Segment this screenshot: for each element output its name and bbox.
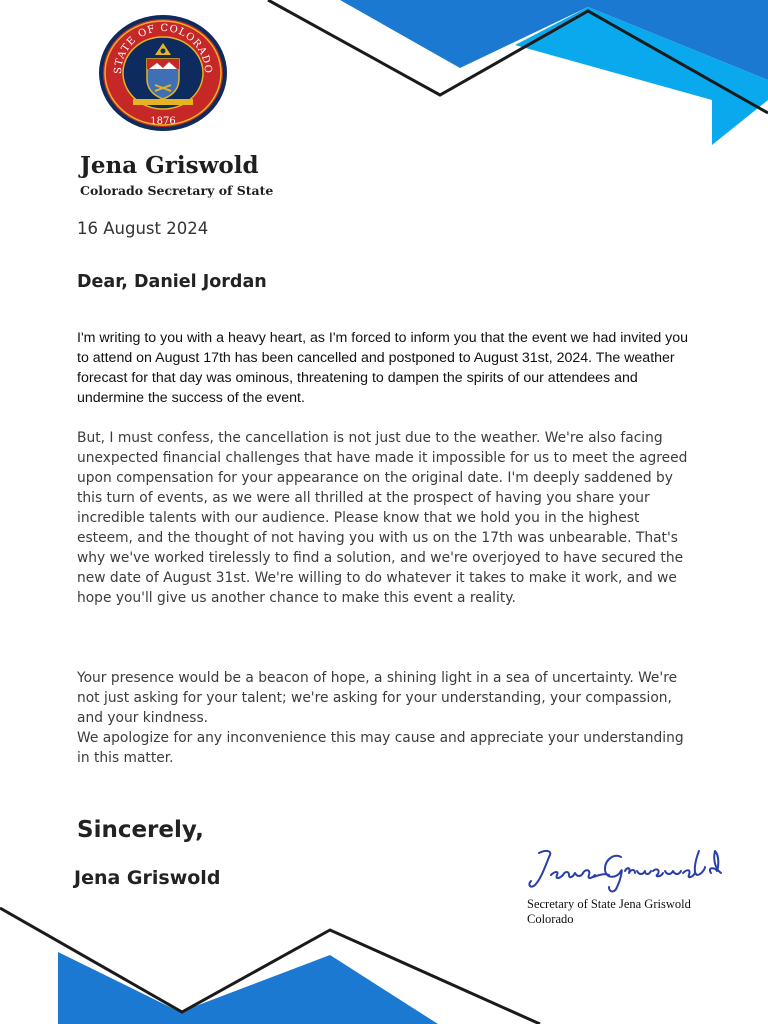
signature-caption-title: Secretary of State Jena Griswold xyxy=(527,897,691,911)
bottom-blue-shape xyxy=(58,952,438,1024)
body-paragraph-1: I'm writing to you with a heavy heart, as I'm forced to inform you that the event we had invited you to attend on August 17th has been cancelled and postponed to August 31st, 2024. The weather forecast for that day was ominous, threatening to dampen the spirits of our attendees and undermine the success of the event. xyxy=(77,330,689,406)
salutation: Dear, Daniel Jordan xyxy=(77,272,267,292)
colorado-seal-logo xyxy=(97,13,229,133)
seal-year: 1876 xyxy=(150,116,176,127)
letterhead-name: Jena Griswold xyxy=(80,152,259,179)
body-paragraph-3-part-b: We apologize for any inconvenience this may cause and appreciate your understanding in this matter. xyxy=(77,730,684,766)
body-paragraph-3 xyxy=(77,668,692,768)
handwritten-signature xyxy=(525,845,725,897)
body-paragraph-3-part-a: Your presence would be a beacon of hope, a shining light in a sea of uncertainty. We're not just asking for your talent; we're asking for your understanding, your compassion, and your kindness. xyxy=(77,670,678,726)
letter-date: 16 August 2024 xyxy=(77,219,209,238)
body-paragraph-2: But, I must confess, the cancellation is not just due to the weather. We're also facing unexpected financial challenges that have made it impossible for us to meet the agreed upon compensation for your appearance on the original date. I'm deeply saddened by this turn of events, as we were all thrilled at the prospect of having you share your incredible talents with our audience. Please know that we hold you in the highest esteem, and the thought of not having you with us on the 17th was unbearable. That's why we've worked tirelessly to find a solution, and we're overjoyed to have secured the new date of August 31st. We're willing to do whatever it takes to make it work, and we hope you'll give us another chance to make this event a reality. xyxy=(77,430,688,606)
seal-outer-text: STATE OF COLORADO xyxy=(112,22,214,75)
signature-caption-state: Colorado xyxy=(527,912,574,926)
letterhead-title: Colorado Secretary of State xyxy=(80,183,274,198)
signature-caption xyxy=(527,897,691,927)
signer-name: Jena Griswold xyxy=(74,867,221,889)
closing: Sincerely, xyxy=(77,817,204,843)
